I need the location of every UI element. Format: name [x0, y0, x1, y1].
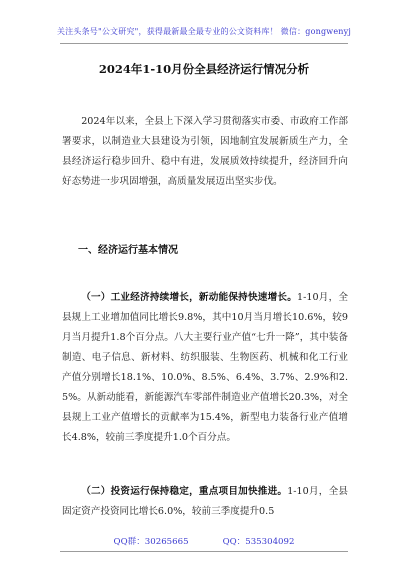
header-divider: [60, 43, 348, 44]
footer-qq-group: QQ群：30265665: [113, 537, 189, 547]
page-footer-contacts: [0, 535, 408, 547]
footer-divider: [60, 551, 348, 552]
document-title: 2024年1-10月份全县经济运行情况分析: [98, 62, 310, 76]
paragraph-industrial-economy: [62, 288, 348, 448]
paragraph-body-industrial: 1-10月，全县规上工业增加值同比增长9.8%，其中10月当月增长10.6%，较9月当月提升1.8个百分点。八大主要行业产值“七升一降”，其中装备制造、电子信息、新材料、纺织服装、生物医药、机械和化工行业产值分别增长18.1%、10.0%、8.5%、6.4%、3.7%、2.9%和2.5%。从新动能看，新能源汽车零部件制造业产值增长20.3%，对全县规上工业产值增长的贡献率为15.4%，新型电力装备行业产值增长4.8%，较前三季度提升1.0个百分点。: [62, 292, 348, 443]
intro-paragraph: 2024年以来，全县上下深入学习贯彻落实市委、市政府工作部署要求，以制造业大县建设为引领，因地制宜发展新质生产力，全县经济运行稳步回升、稳中有进，发展质效持续提升，经济回升向好态势进一步巩固增强，高质量发展迈出坚实步伐。: [62, 116, 348, 187]
paragraph-lead-industrial: （一）工业经济持续增长，新动能保持快速增长。: [81, 292, 298, 303]
paragraph-body-investment: 1-10月，全县固定资产投资同比增长6.0%，较前三季度提升0.5: [62, 486, 348, 517]
paragraph-investment: [62, 482, 348, 522]
section-heading-1: 一、经济运行基本情况: [78, 245, 178, 256]
page-header-banner: 关注头条号"公文研究"，获得最新最全最专业的公文资料库！ 微信：gongwenyj: [56, 27, 352, 36]
paragraph-lead-investment: （二）投资运行保持稳定，重点项目加快推进。: [81, 486, 288, 497]
footer-qq-number: QQ：535304092: [222, 537, 295, 547]
